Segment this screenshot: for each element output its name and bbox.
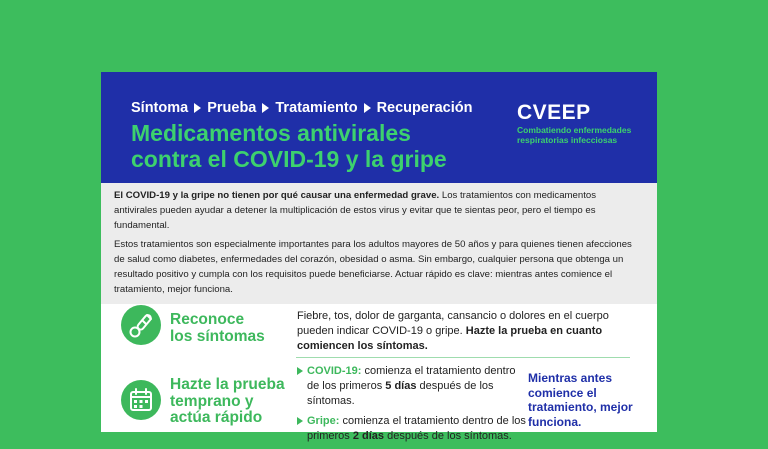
intro-section [101,183,657,304]
breadcrumb [131,100,472,116]
bullet-text: comienza el tratamiento dentro de los primeros [307,365,516,392]
bullet-triangle-icon [297,417,303,425]
bullet-triangle-icon [297,367,303,375]
list-item-gripe [297,414,527,444]
header-banner [101,72,657,183]
bullet-text: después de los síntomas. [384,430,512,442]
bullet-days: 2 días [352,430,385,442]
intro-paragraph-2: Estos tratamientos son especialmente importantes para los adultos mayores de 50 años y para quienes tienen afecciones de salud como diabetes, enfermedades del corazón, obesidad o asma. Sin embargo, cualquier persona que obtenga un resultado positivo y cumpla con los requisitos puede beneficiarse. Actuar rápido es clave: mientras antes comience el tratamiento, mejor funciona. [114,239,632,295]
thermometer-icon [121,305,161,345]
breadcrumb-step-prueba: Prueba [207,100,257,116]
brand-logo: CVEEP [517,101,591,124]
bullet-text: después de los síntomas. [307,380,494,407]
bullet-text: comienza el tratamiento dentro de los primeros [307,415,526,442]
fact-sheet [101,72,657,442]
page-title [131,120,447,172]
step-heading-line: actúa rápido [170,409,263,426]
breadcrumb-step-tratamiento: Tratamiento [275,100,358,116]
treatment-list [297,364,527,449]
step-heading-line: Hazte la prueba [170,376,285,393]
intro-lead: El COVID-19 y la gripe no tienen por qué causar una enfermedad grave. [114,190,440,201]
arrow-right-icon [262,103,269,113]
bullet-label: Gripe: [307,415,340,427]
step-heading-prueba [170,377,285,427]
step-text-symptoms [297,309,637,354]
step-heading-line: temprano y [170,392,254,410]
title-line-1: Medicamentos antivirales [131,120,411,146]
bullet-days: 5 días [385,380,417,392]
bullet-label: COVID-19: [307,365,362,377]
step-heading-line: Reconoce [170,311,245,328]
brand-tagline: Combatiendo enfermedades respiratorias infecciosas [517,125,632,145]
intro-paragraph-1 [114,188,634,233]
step-heading-reconoce [170,312,265,345]
arrow-right-icon [194,103,201,113]
intro-lead-rest: Los tratamientos con medicamentos antivirales pueden ayudar a detener la multiplicación de estos virus y evitar que te sientas peor, pero el tiempo es fundamental. [114,190,596,231]
breadcrumb-step-sintoma: Síntoma [131,100,189,116]
arrow-right-icon [364,103,371,113]
section-divider [296,357,630,358]
symptoms-text-bold: Hazte la prueba en cuanto comiencen los síntomas. [297,325,603,352]
symptoms-text: Fiebre, tos, dolor de garganta, cansancio o dolores en el cuerpo pueden indicar COVID-19 o gripe. [297,310,609,337]
breadcrumb-step-recuperacion: Recuperación [376,100,473,116]
step-heading-line: los síntomas [170,327,265,345]
title-line-2: contra el COVID-19 y la gripe [131,146,447,172]
calendar-icon [121,380,161,420]
callout-text: Mientras antes comience el tratamiento, mejor funciona. [528,371,633,429]
list-item-covid [297,364,527,409]
